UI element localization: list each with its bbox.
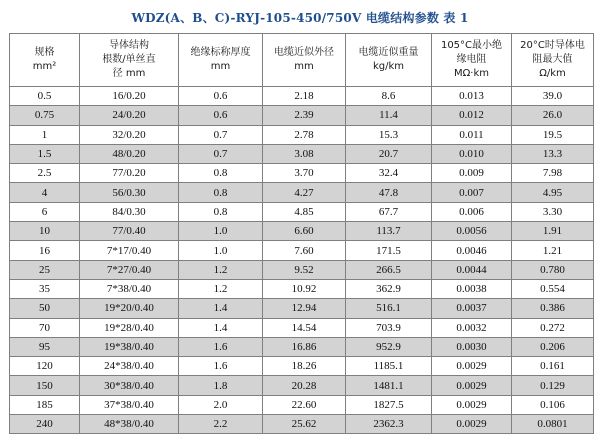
cell-outer-diameter: 10.92	[263, 279, 346, 298]
cell-insulation-thickness: 0.8	[179, 183, 263, 202]
cell-outer-diameter: 3.70	[263, 164, 346, 183]
cable-structure-table	[9, 33, 594, 434]
cell-insulation-resistance: 0.010	[432, 144, 512, 163]
cell-conductor-resistance: 0.161	[512, 357, 594, 376]
cell-outer-diameter: 4.85	[263, 202, 346, 221]
header-line: 20°C时导体电	[520, 40, 585, 51]
table-row	[10, 357, 594, 376]
cell-conductor-resistance: 39.0	[512, 87, 594, 106]
cell-size: 150	[10, 376, 80, 395]
cell-insulation-resistance: 0.012	[432, 106, 512, 125]
cell-conductor-structure: 7*17/0.40	[80, 241, 179, 260]
cell-insulation-thickness: 0.6	[179, 106, 263, 125]
table-row	[10, 222, 594, 241]
header-line: 电缆近似重量	[358, 47, 419, 58]
table-row	[10, 299, 594, 318]
cell-conductor-structure: 19*28/0.40	[80, 318, 179, 337]
cell-insulation-resistance: 0.0038	[432, 279, 512, 298]
cell-insulation-resistance: 0.0032	[432, 318, 512, 337]
cell-size: 1	[10, 125, 80, 144]
header-line: MΩ·km	[454, 68, 489, 79]
header-line: kg/km	[372, 61, 405, 72]
header-line: 导体结构	[109, 40, 149, 51]
cell-conductor-resistance: 0.554	[512, 279, 594, 298]
cell-weight: 8.6	[346, 87, 432, 106]
cell-weight: 1481.1	[346, 376, 432, 395]
cell-conductor-structure: 24/0.20	[80, 106, 179, 125]
cell-conductor-resistance: 26.0	[512, 106, 594, 125]
cell-outer-diameter: 14.54	[263, 318, 346, 337]
cell-size: 240	[10, 415, 80, 434]
cell-conductor-structure: 48*38/0.40	[80, 415, 179, 434]
cell-insulation-thickness: 0.8	[179, 202, 263, 221]
header-line: 电缆近似外径	[274, 47, 334, 58]
header-weight	[346, 34, 432, 87]
cell-weight: 266.5	[346, 260, 432, 279]
cell-weight: 15.3	[346, 125, 432, 144]
table-row	[10, 202, 594, 221]
cell-insulation-resistance: 0.0056	[432, 222, 512, 241]
cell-conductor-structure: 30*38/0.40	[80, 376, 179, 395]
cell-conductor-resistance: 0.106	[512, 395, 594, 414]
table-row	[10, 376, 594, 395]
table-row	[10, 106, 594, 125]
header-line: 根数/单丝直	[102, 54, 156, 65]
cell-size: 1.5	[10, 144, 80, 163]
header-conductor-resistance	[512, 34, 594, 87]
cell-conductor-structure: 84/0.30	[80, 202, 179, 221]
table-title: WDZ(A、B、C)-RYJ-105-450/750V 电缆结构参数 表 1	[131, 11, 469, 25]
cell-insulation-thickness: 0.7	[179, 125, 263, 144]
cell-conductor-resistance: 19.5	[512, 125, 594, 144]
table-row	[10, 183, 594, 202]
cell-weight: 2362.3	[346, 415, 432, 434]
cell-conductor-resistance: 7.98	[512, 164, 594, 183]
header-line: Ω/km	[539, 68, 566, 79]
cell-insulation-resistance: 0.0046	[432, 241, 512, 260]
header-size	[10, 34, 80, 87]
cell-conductor-structure: 24*38/0.40	[80, 357, 179, 376]
cell-outer-diameter: 3.08	[263, 144, 346, 163]
header-line: mm	[210, 61, 231, 72]
cell-conductor-structure: 48/0.20	[80, 144, 179, 163]
cell-conductor-resistance: 0.272	[512, 318, 594, 337]
cell-insulation-resistance: 0.006	[432, 202, 512, 221]
cell-conductor-resistance: 0.0801	[512, 415, 594, 434]
cell-outer-diameter: 6.60	[263, 222, 346, 241]
header-outer-diameter	[263, 34, 346, 87]
table-row	[10, 87, 594, 106]
table-row	[10, 144, 594, 163]
cell-size: 50	[10, 299, 80, 318]
cell-conductor-structure: 7*38/0.40	[80, 279, 179, 298]
cell-insulation-thickness: 0.7	[179, 144, 263, 163]
cell-insulation-resistance: 0.0029	[432, 415, 512, 434]
cell-size: 70	[10, 318, 80, 337]
cell-weight: 1827.5	[346, 395, 432, 414]
cell-conductor-structure: 77/0.40	[80, 222, 179, 241]
header-line: 绝缘标称厚度	[190, 47, 251, 58]
cell-insulation-thickness: 2.0	[179, 395, 263, 414]
cell-conductor-resistance: 1.91	[512, 222, 594, 241]
cell-insulation-resistance: 0.013	[432, 87, 512, 106]
cell-weight: 362.9	[346, 279, 432, 298]
cell-size: 25	[10, 260, 80, 279]
cell-insulation-thickness: 1.4	[179, 299, 263, 318]
cell-conductor-resistance: 0.780	[512, 260, 594, 279]
cell-size: 0.5	[10, 87, 80, 106]
header-line: mm²	[32, 61, 57, 72]
table-header	[10, 34, 594, 87]
cell-weight: 32.4	[346, 164, 432, 183]
cell-weight: 952.9	[346, 337, 432, 356]
cell-outer-diameter: 25.62	[263, 415, 346, 434]
table-row	[10, 241, 594, 260]
cell-conductor-resistance: 0.386	[512, 299, 594, 318]
cell-insulation-resistance: 0.009	[432, 164, 512, 183]
cell-weight: 1185.1	[346, 357, 432, 376]
cell-insulation-resistance: 0.007	[432, 183, 512, 202]
table-row	[10, 337, 594, 356]
cell-weight: 11.4	[346, 106, 432, 125]
cell-size: 10	[10, 222, 80, 241]
cell-insulation-resistance: 0.0029	[432, 376, 512, 395]
cell-size: 0.75	[10, 106, 80, 125]
cell-size: 2.5	[10, 164, 80, 183]
cell-insulation-thickness: 1.8	[179, 376, 263, 395]
header-insulation-thickness	[179, 34, 263, 87]
cell-insulation-resistance: 0.0030	[432, 337, 512, 356]
cell-insulation-thickness: 2.2	[179, 415, 263, 434]
cell-size: 6	[10, 202, 80, 221]
cell-conductor-structure: 32/0.20	[80, 125, 179, 144]
cell-insulation-thickness: 0.8	[179, 164, 263, 183]
cell-weight: 171.5	[346, 241, 432, 260]
header-line: mm	[294, 61, 314, 72]
cell-outer-diameter: 2.18	[263, 87, 346, 106]
cell-insulation-thickness: 1.0	[179, 222, 263, 241]
cell-weight: 113.7	[346, 222, 432, 241]
cell-outer-diameter: 22.60	[263, 395, 346, 414]
cell-size: 35	[10, 279, 80, 298]
table-row	[10, 318, 594, 337]
cell-insulation-thickness: 1.4	[179, 318, 263, 337]
cell-outer-diameter: 7.60	[263, 241, 346, 260]
cell-insulation-thickness: 0.6	[179, 87, 263, 106]
table-row	[10, 415, 594, 434]
cell-conductor-resistance: 0.206	[512, 337, 594, 356]
cell-insulation-thickness: 1.6	[179, 357, 263, 376]
cell-outer-diameter: 4.27	[263, 183, 346, 202]
table-row	[10, 125, 594, 144]
cell-insulation-resistance: 0.0029	[432, 357, 512, 376]
cell-outer-diameter: 20.28	[263, 376, 346, 395]
cell-conductor-structure: 19*38/0.40	[80, 337, 179, 356]
cell-size: 120	[10, 357, 80, 376]
header-line: 径 mm	[112, 68, 146, 79]
cell-conductor-structure: 7*27/0.40	[80, 260, 179, 279]
cell-size: 16	[10, 241, 80, 260]
cell-insulation-resistance: 0.0044	[432, 260, 512, 279]
cell-conductor-resistance: 3.30	[512, 202, 594, 221]
cell-weight: 67.7	[346, 202, 432, 221]
cell-insulation-resistance: 0.0037	[432, 299, 512, 318]
cell-size: 185	[10, 395, 80, 414]
header-line: 105°C最小绝	[440, 40, 503, 51]
table-row	[10, 260, 594, 279]
cell-insulation-resistance: 0.0029	[432, 395, 512, 414]
header-conductor-structure	[80, 34, 179, 87]
cell-outer-diameter: 9.52	[263, 260, 346, 279]
cell-conductor-structure: 37*38/0.40	[80, 395, 179, 414]
cell-outer-diameter: 18.26	[263, 357, 346, 376]
cell-insulation-thickness: 1.2	[179, 279, 263, 298]
header-line: 阻最大值	[532, 54, 573, 65]
table-body	[10, 87, 594, 434]
cell-outer-diameter: 16.86	[263, 337, 346, 356]
cell-weight: 20.7	[346, 144, 432, 163]
cell-conductor-resistance: 1.21	[512, 241, 594, 260]
header-line: 规格	[34, 47, 55, 58]
table-row	[10, 395, 594, 414]
cell-size: 4	[10, 183, 80, 202]
table-row	[10, 279, 594, 298]
cell-conductor-structure: 19*20/0.40	[80, 299, 179, 318]
cell-conductor-resistance: 0.129	[512, 376, 594, 395]
header-line: 缘电阻	[456, 54, 487, 65]
cell-conductor-resistance: 4.95	[512, 183, 594, 202]
cell-weight: 516.1	[346, 299, 432, 318]
cell-weight: 47.8	[346, 183, 432, 202]
cell-insulation-resistance: 0.011	[432, 125, 512, 144]
cell-outer-diameter: 2.78	[263, 125, 346, 144]
cell-insulation-thickness: 1.2	[179, 260, 263, 279]
header-insulation-resistance	[432, 34, 512, 87]
cell-conductor-structure: 16/0.20	[80, 87, 179, 106]
cell-size: 95	[10, 337, 80, 356]
cell-insulation-thickness: 1.6	[179, 337, 263, 356]
table-row	[10, 164, 594, 183]
cell-conductor-structure: 56/0.30	[80, 183, 179, 202]
header-row	[10, 34, 594, 87]
cell-insulation-thickness: 1.0	[179, 241, 263, 260]
cell-outer-diameter: 12.94	[263, 299, 346, 318]
cell-outer-diameter: 2.39	[263, 106, 346, 125]
cell-weight: 703.9	[346, 318, 432, 337]
cell-conductor-resistance: 13.3	[512, 144, 594, 163]
cell-conductor-structure: 77/0.20	[80, 164, 179, 183]
